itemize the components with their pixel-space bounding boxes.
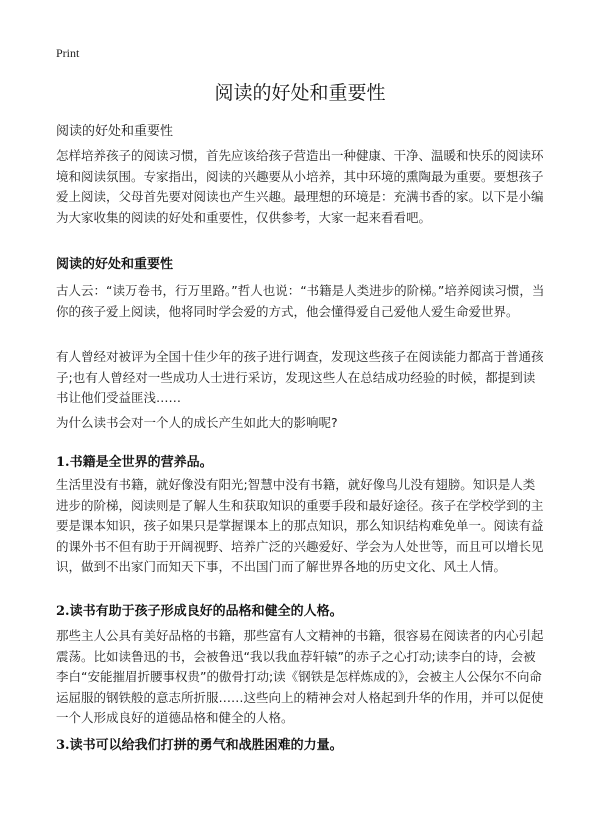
paragraph-ancient-quotes: 古人云：“读万卷书，行万里路。”哲人也说：“书籍是人类进步的阶梯。”培养阅读习惯，当你的孩子爱上阅读，他将同时学会爱的方式，他会懂得爱自己爱他人爱生命爱世界。	[56, 283, 545, 319]
point-1-text: 生活里没有书籍，就好像没有阳光;智慧中没有书籍，就好像鸟儿没有翅膀。知识是人类进步的阶梯，阅读则是了解人生和获取知识的重要手段和最好途径。孩子在学校学到的主要是课本知识，孩子如果只是掌握课本上的那点知识，那么知识结构难免单一。阅读有益的课外书不但有助于开阔视野、培养广泛的兴趣爱好、学会为人处世等，而且可以增长见识，做到不出家门而知天下事，不出国门而了解世界各地的历史文化、风土人情。	[56, 477, 544, 574]
print-link[interactable]: Print	[56, 46, 80, 60]
paragraph-survey: 有人曾经对被评为全国十佳少年的孩子进行调查，发现这些孩子在阅读能力都高于普通孩子;也有人曾经对一些成功人士进行采访，发现这些人在总结成功经验的时候，都提到读书让他们受益匪浅……	[56, 349, 544, 405]
article-subtitle: 阅读的好处和重要性	[56, 124, 174, 139]
point-2-heading: 2.读书有助于孩子形成良好的品格和健全的人格。	[56, 604, 343, 619]
section-heading: 阅读的好处和重要性	[56, 257, 174, 272]
question-text: 为什么读书会对一个人的成长产生如此大的影响呢?	[56, 415, 338, 430]
point-3-heading: 3.读书可以给我们打拼的勇气和战胜困难的力量。	[56, 738, 343, 753]
point-2-text: 那些主人公具有美好品格的书籍，那些富有人文精神的书籍，很容易在阅读者的内心引起震荡。比如读鲁迅的书，会被鲁迅“我以我血荐轩辕”的赤子之心打动;读李白的诗，会被李白“安能摧眉折腰事权贵”的傲骨打动;读《钢铁是怎样炼成的》，会被主人公保尔不向命运屈服的钢铁般的意志所折服……这些向上的精神会对人格起到升华的作用，并可以促使一个人形成良好的道德品格和健全的人格。	[56, 628, 544, 725]
point-1-heading: 1.书籍是全世界的营养品。	[56, 455, 213, 470]
intro-paragraph: 怎样培养孩子的阅读习惯，首先应该给孩子营造出一种健康、干净、温暖和快乐的阅读环境和阅读氛围。专家指出，阅读的兴趣要从小培养，其中环境的熏陶最为重要。要想孩子爱上阅读，父母首先要对阅读也产生兴趣。最理想的环境是：充满书香的家。以下是小编为大家收集的阅读的好处和重要性，仅供参考，大家一起来看看吧。	[56, 148, 544, 225]
page-title: 阅读的好处和重要性	[214, 82, 386, 104]
